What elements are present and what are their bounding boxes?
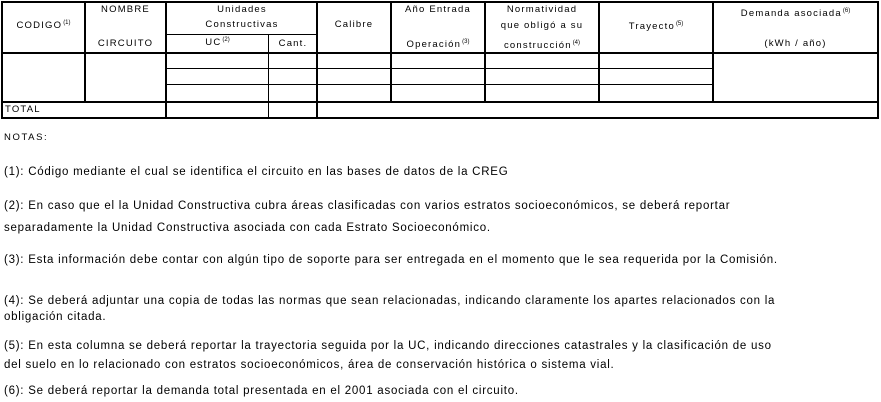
col-sep-7 bbox=[598, 1, 600, 102]
header-unidades-line2: Constructivas bbox=[205, 19, 279, 30]
header-calibre: Calibre bbox=[334, 19, 374, 30]
header-cant: Cant. bbox=[278, 38, 308, 49]
header-nombre-bottom: CIRCUITO bbox=[97, 38, 154, 49]
note-6-line-1: (6): Se deberá reportar la demanda total presentada en el 2001 asociada con el circuito. bbox=[4, 385, 519, 397]
note-5 bbox=[4, 337, 876, 375]
table-border-bottom bbox=[1, 117, 879, 119]
header-norm-line3-label: construcción bbox=[503, 40, 572, 51]
note-2-line-2: separadamente la Unidad Constructiva asociada con cada Estrato Socioeconómico. bbox=[4, 222, 491, 234]
note-4 bbox=[4, 292, 876, 327]
header-norm-line3 bbox=[486, 38, 598, 51]
header-anio-bottom bbox=[392, 37, 484, 50]
header-uc bbox=[167, 35, 268, 48]
header-trayecto-label: Trayecto bbox=[628, 21, 675, 32]
col-sep-5 bbox=[390, 1, 392, 102]
ref-4: (4) bbox=[572, 40, 581, 46]
note-2 bbox=[4, 197, 876, 238]
total-divider bbox=[1, 101, 879, 103]
note-6 bbox=[4, 382, 876, 401]
header-divider bbox=[1, 52, 879, 54]
header-norm-line1: Normatividad bbox=[506, 4, 578, 15]
body-row-line-2 bbox=[165, 84, 713, 85]
header-unidades-line1: Unidades bbox=[217, 4, 267, 15]
note-1-line-1: (1): Código mediante el cual se identifica el circuito en las bases de datos de la CREG bbox=[4, 166, 509, 178]
header-demanda-top bbox=[714, 6, 877, 19]
note-2-line-1: (2): En caso que el la Unidad Constructiva cubra áreas clasificadas con varios estratos socioeconómicos, se deberá reportar bbox=[4, 200, 731, 212]
ref-3: (3) bbox=[462, 39, 470, 45]
header-codigo-label: CODIGO bbox=[16, 20, 63, 31]
col-sep-1 bbox=[84, 1, 86, 102]
ref-1: (1) bbox=[63, 20, 71, 26]
header-nombre-top: NOMBRE bbox=[101, 4, 150, 15]
total-label: TOTAL bbox=[5, 104, 41, 115]
header-codigo bbox=[3, 18, 84, 31]
ref-5: (5) bbox=[675, 21, 684, 27]
note-5-line-1: (5): En esta columna se deberá reportar la trayectoria seguida por la UC, indicando direcciones catastrales y la clasificación de uso bbox=[4, 340, 772, 352]
header-anio-bottom-label: Operación bbox=[406, 39, 462, 50]
body-row-line-1 bbox=[165, 68, 713, 69]
header-trayecto bbox=[600, 19, 712, 32]
header-anio-top: Año Entrada bbox=[404, 4, 472, 15]
header-norm-line2: que obligó a su bbox=[500, 20, 584, 31]
note-3 bbox=[4, 251, 876, 270]
header-demanda-label: Demanda asociada bbox=[740, 8, 842, 19]
note-4-line-1: (4): Se deberá adjuntar una copia de todas las normas que sean relacionadas, indicando claramente los apartes relacionados con la bbox=[4, 295, 776, 307]
col-sep-6 bbox=[484, 1, 486, 102]
note-4-line-2: obligación citada. bbox=[4, 311, 107, 323]
note-3-line-1: (3): Esta información debe contar con algún tipo de soporte para ser entregada en el momento que le sea requerida por la Comisión. bbox=[4, 254, 778, 266]
note-5-line-2: del suelo en lo relacionado con estratos socioeconómicos, área de conservación histórica o sistema vial. bbox=[4, 359, 615, 371]
header-uc-label: UC bbox=[205, 37, 222, 48]
ref-2: (2) bbox=[222, 37, 230, 43]
table-border-top bbox=[1, 1, 879, 3]
notes-title: NOTAS: bbox=[4, 132, 49, 143]
ref-6: (6) bbox=[842, 8, 851, 14]
note-1 bbox=[4, 163, 876, 182]
header-demanda-unit: (kWh / año) bbox=[764, 38, 827, 49]
circuit-table bbox=[1, 1, 879, 119]
